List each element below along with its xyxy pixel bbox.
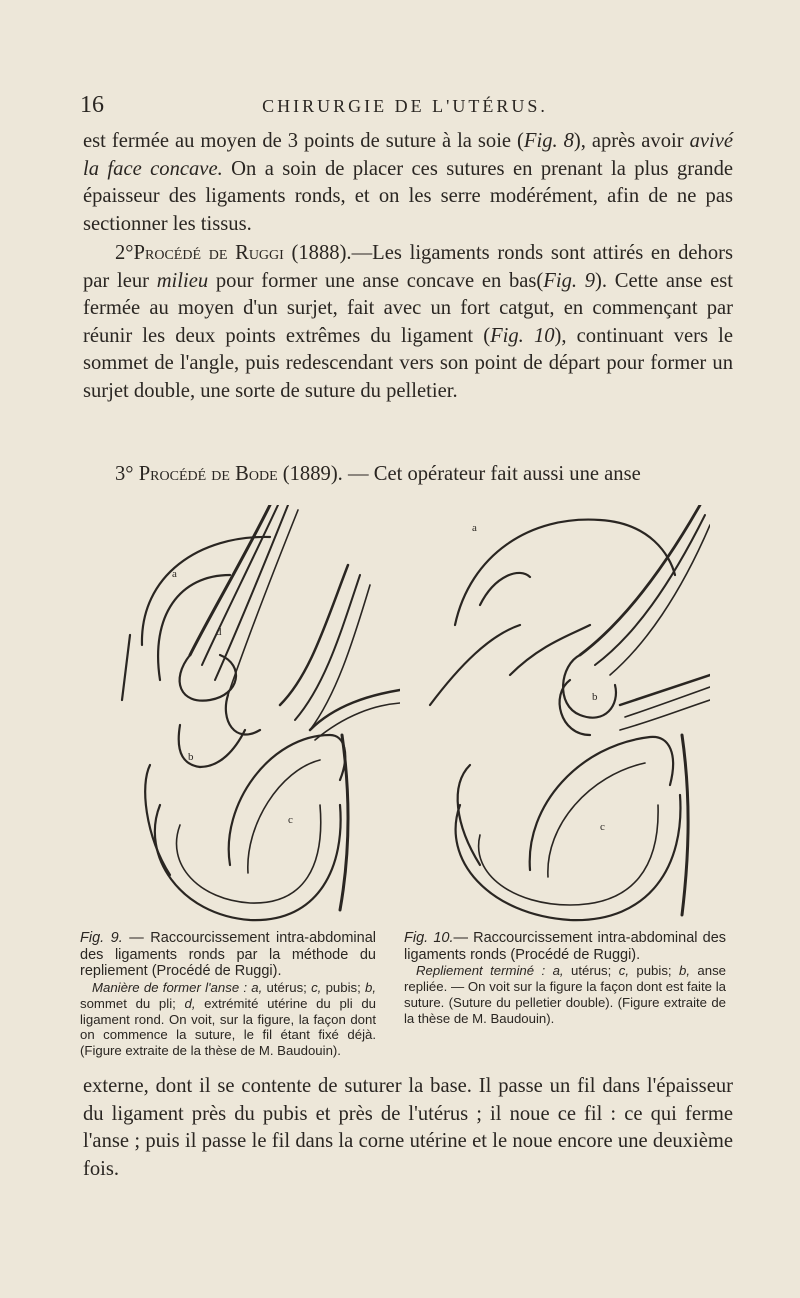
figure-reference: Fig. 10 — [490, 324, 555, 347]
figure-9-label-a: a — [172, 568, 177, 580]
section-number: 2° — [115, 242, 134, 264]
caption-legend — [404, 963, 726, 1026]
legend-key: c, — [306, 980, 322, 996]
caption-lead: — Raccourcissement intra-abdominal des ligaments ronds par la méthode du repliement (Procédé de Ruggi). — [80, 930, 377, 980]
figure-10-label-c: c — [600, 821, 605, 833]
legend-key: a, — [247, 980, 263, 996]
legend-text: utérus; — [262, 980, 307, 996]
round-ligament — [580, 505, 700, 655]
legend-text: utérus; — [563, 963, 612, 979]
caption-sub-label: Manière de former l'anse : — [92, 980, 248, 996]
legend-text: anse repliée. — On voit sur la figure la façon dont est faite la suture. (Suture du pelletier double). (Figure extraite de la thèse de M. Baudouin). — [404, 963, 727, 1026]
text-run: —Les ligaments ronds sont attirés en dehors par leur — [83, 242, 733, 292]
text-run: pour former une anse concave en bas( — [208, 269, 544, 292]
paragraph-4: externe, dont il se contente de suturer la base. Il passe un fil dans l'épaisseur du ligament près du pubis et près de l'utérus ; il noue ce fil : ce qui ferme l'anse ; puis il passe le fil dans la corne utérine et le noue encore une deuxième fois. — [83, 1075, 733, 1180]
text-run: ). Cette anse est fermée au moyen d'un surjet, fait avec un fort catgut, en commençant par réunir les deux points extrêmes du ligament ( — [83, 269, 734, 347]
section-year: (1889). — [277, 463, 343, 485]
figure-9-label-c: c — [288, 814, 293, 826]
text-run: ), après avoir — [573, 130, 690, 152]
legend-text: pubis; — [628, 963, 672, 979]
text-run: ), continuant vers le sommet de l'angle, puis redescendant vers son point de départ pour former un surjet double, une sorte de suture du pelletier. — [83, 324, 733, 402]
caption-lead: — Raccourcissement intra-abdominal des ligaments ronds (Procédé de Ruggi). — [404, 930, 727, 963]
figure-10-label-b: b — [592, 691, 598, 703]
text-run: — Cet opérateur fait aussi une anse — [342, 463, 641, 485]
figure-10-caption — [404, 930, 726, 1026]
figure-10-illustration — [420, 505, 710, 930]
paragraph-3 — [83, 461, 733, 489]
figure-reference: Fig. 8 — [523, 130, 574, 152]
legend-text: sommet du pli; — [80, 995, 176, 1011]
caption-figure-label: Fig. 10. — [404, 930, 454, 946]
section-heading: Procédé de Ruggi — [133, 242, 284, 264]
legend-key: d, — [175, 995, 196, 1011]
figure-9-label-b: b — [188, 751, 194, 763]
folded-loop — [563, 655, 616, 718]
caption-figure-label: Fig. 9. — [80, 930, 123, 946]
page-header — [80, 92, 730, 122]
paragraph-1 — [83, 128, 733, 238]
legend-key: a, — [545, 963, 564, 979]
uterus-outline — [455, 520, 675, 625]
figure-reference: Fig. 9 — [543, 269, 596, 292]
page-number: 16 — [80, 92, 104, 118]
legend-key: c, — [611, 963, 629, 979]
figure-10-label-a: a — [472, 522, 477, 534]
section-year: (1888). — [283, 242, 352, 264]
figure-9-caption — [80, 930, 376, 1059]
legend-text: pubis; — [321, 980, 361, 996]
paragraph-2 — [83, 240, 733, 405]
emphasis: avivé la face concave. — [83, 130, 734, 180]
running-title: CHIRURGIE DE L'UTÉRUS. — [262, 96, 548, 116]
legend-key: b, — [671, 963, 690, 979]
caption-legend — [80, 980, 376, 1059]
section-heading: Procédé de Bode — [138, 463, 278, 485]
text-run: est fermée au moyen de 3 points de suture à la soie ( — [83, 130, 524, 152]
figure-9-label-d: d — [216, 626, 222, 638]
caption-sub-label: Repliement terminé : — [416, 963, 546, 979]
legend-key: b, — [360, 980, 377, 996]
text-run: On a soin de placer ces sutures en prenant la plus grande épaisseur des ligaments ronds, et on les serre modérément, afin de ne pas sectionner les tissus. — [83, 157, 734, 235]
emphasis: milieu — [156, 269, 209, 292]
figure-9-illustration — [120, 505, 400, 930]
legend-text: extrémité utérine du pli du ligament rond. On voit, sur la figure, la façon dont on commence la suture, le fil étant fixé déjà. (Figure extraite de la thèse de M. Baudouin). — [80, 995, 376, 1058]
section-number: 3° — [115, 463, 134, 485]
